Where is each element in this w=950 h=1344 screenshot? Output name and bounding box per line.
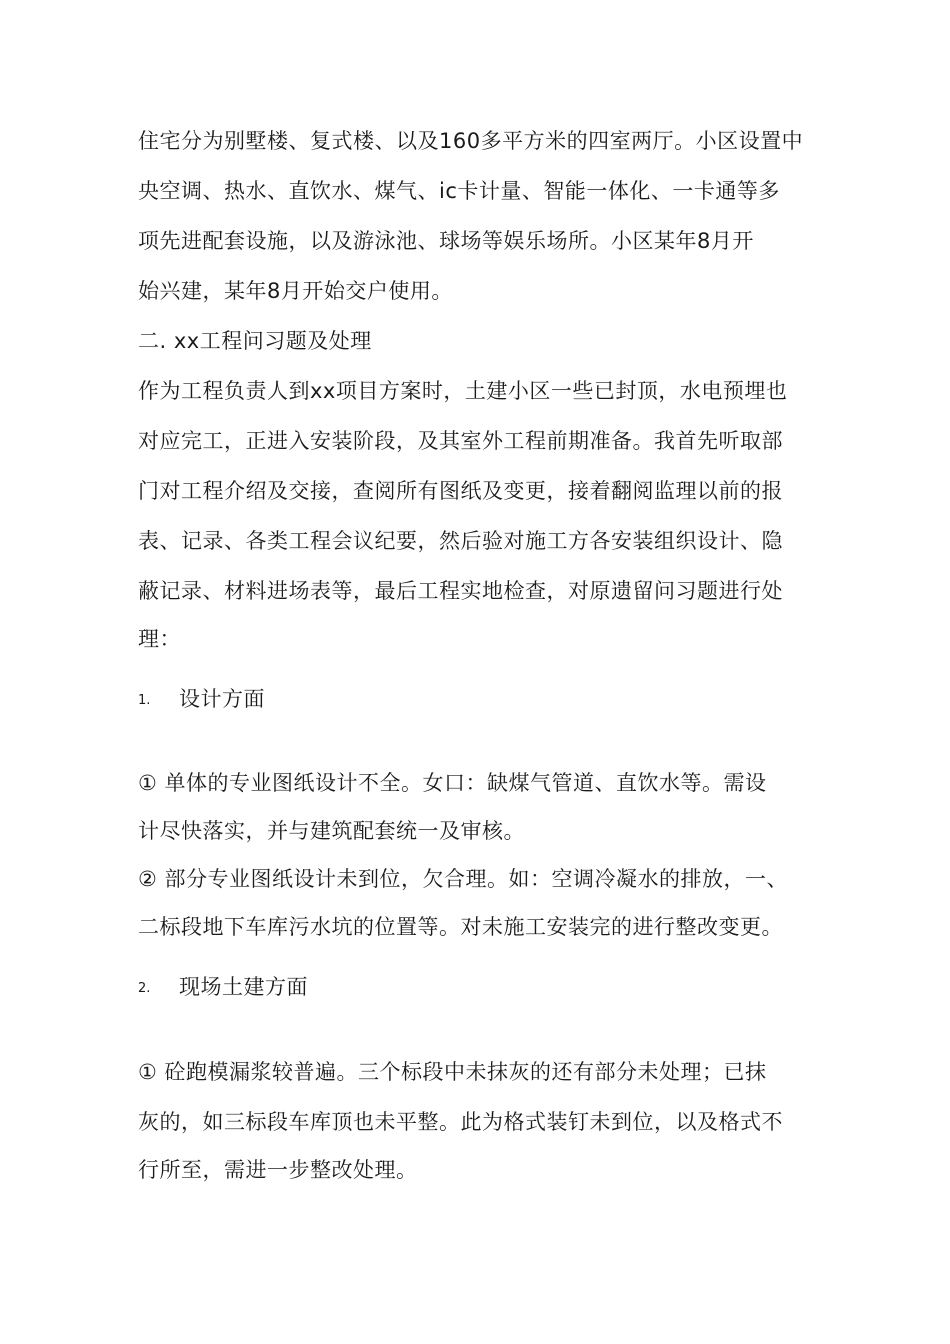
intro-line-1: 住宅分为别墅楼、复式楼、以及160多平方米的四室两厅。小区设置中 — [138, 129, 804, 153]
section-line-4: 表、记录、各类工程会议纪要，然后验对施工方各安装组织设计、隐 — [138, 529, 783, 553]
item1-line-1: ① 单体的专业图纸设计不全。女口：缺煤气管道、直饮水等。需设 — [138, 771, 767, 795]
section-line-6: 理： — [138, 627, 181, 651]
item2-line-3: 行所至，需进一步整改处理。 — [138, 1158, 418, 1182]
item1-line-2: 计尽快落实，并与建筑配套统一及审核。 — [138, 819, 525, 843]
section-line-3: 门对工程介绍及交接，查阅所有图纸及变更，接着翻阅监理以前的报 — [138, 479, 783, 503]
section-line-1: 作为工程负责人到xx项目方案时，土建小区一些已封顶，水电预埋也 — [138, 379, 788, 403]
intro-line-3: 项先进配套设施，以及游泳池、球场等娱乐场所。小区某年8月开 — [138, 229, 754, 253]
section-line-2: 对应完工，正进入安装阶段，及其室外工程前期准备。我首先听取部 — [138, 429, 783, 453]
item1-line-4: 二标段地下车库污水坑的位置等。对未施工安装完的进行整改变更。 — [138, 915, 783, 939]
item1-number: 1. — [138, 693, 151, 708]
section-title: 二. xx工程问习题及处理 — [138, 329, 372, 353]
intro-line-4: 始兴建，某年8月开始交户使用。 — [138, 279, 453, 303]
item2-line-1: ① 砼跑模漏浆较普遍。三个标段中未抹灰的还有部分未处理；已抹 — [138, 1060, 767, 1084]
item1-line-3: ② 部分专业图纸设计未到位，欠合理。如：空调冷凝水的排放，一、 — [138, 867, 788, 891]
item1-title: 设计方面 — [179, 687, 265, 711]
item2-number: 2. — [138, 981, 151, 996]
intro-line-2: 央空调、热水、直饮水、煤气、ic卡计量、智能一体化、一卡通等多 — [138, 179, 780, 203]
item2-title: 现场土建方面 — [179, 975, 308, 999]
item2-line-2: 灰的，如三标段车库顶也未平整。此为格式装钉未到位，以及格式不 — [138, 1110, 783, 1134]
section-line-5: 蔽记录、材料进场表等，最后工程实地检查，对原遗留问习题进行处 — [138, 579, 783, 603]
